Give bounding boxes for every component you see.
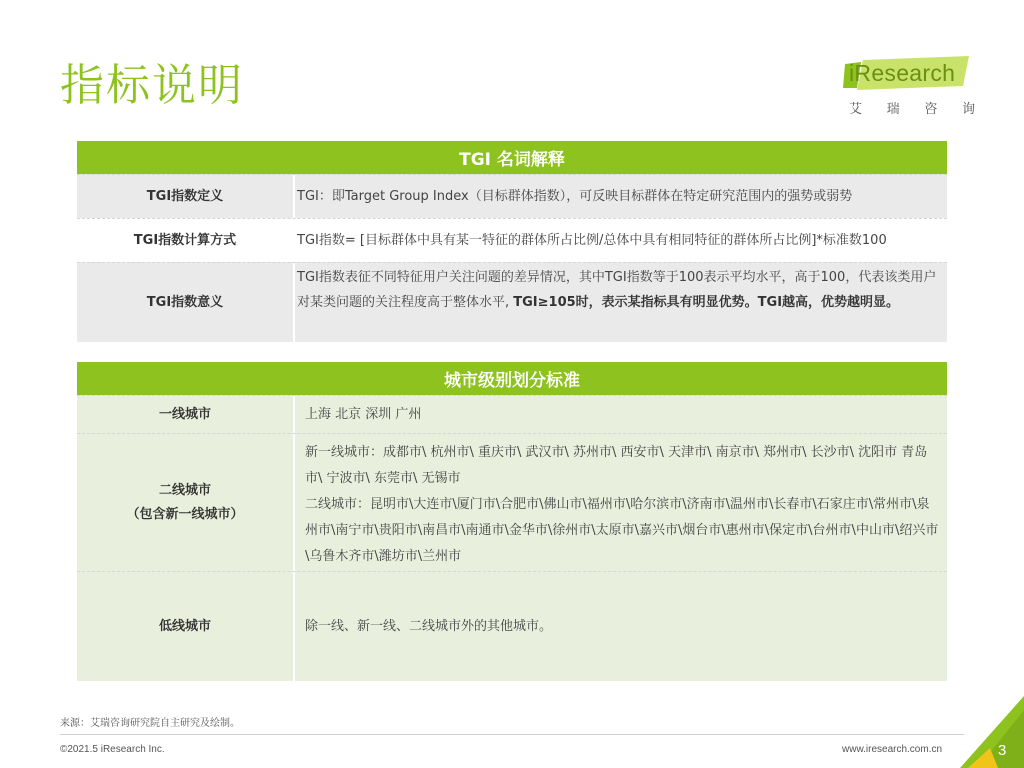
row-label: 一线城市 xyxy=(158,406,211,422)
tier2-cities: 二线城市：昆明市\大连市\厦门市\合肥市\佛山市\福州市\哈尔滨市\济南市\温州市\长春市\石家庄市\常州市\泉州市\南宁市\贵阳市\南昌市\南通市\金华市\徐州市\太原市\嘉兴市\烟台市\惠州市\保定市\台州市\中山市\绍兴市\乌鲁木齐市\潍坊市\兰州市 xyxy=(305,497,939,564)
row-text: TGI指数表征不同特征用户关注问题的差异情况，其中TGI指数等于100表示平均水平，高于100，代表该类用户对某类问题的关注程度高于整体水平, TGI≥105时，表示某指标具有明显优势。TGI越高，优势越明显。 xyxy=(297,270,937,310)
table-row xyxy=(77,218,947,262)
table-row xyxy=(77,174,947,218)
row-text xyxy=(295,434,947,571)
row-text: 上海 北京 深圳 广州 xyxy=(305,406,422,422)
row-text: 除一线、新一线、二线城市外的其他城市。 xyxy=(305,618,553,634)
corner-decoration xyxy=(960,696,1024,768)
iresearch-logo xyxy=(843,56,973,118)
city-tier-table xyxy=(77,362,947,681)
website-link[interactable]: www.iresearch.com.cn xyxy=(842,744,943,755)
table-row xyxy=(77,571,947,681)
row-label: 低线城市 xyxy=(158,618,211,634)
table-row xyxy=(77,395,947,433)
table-row xyxy=(77,433,947,571)
row-label: TGI指数计算方式 xyxy=(133,232,237,248)
tgi-table-header: TGI 名词解释 xyxy=(77,141,947,174)
row-text-emphasis: TGI≥105时，表示某指标具有明显优势。TGI越高，优势越明显。 xyxy=(513,295,900,310)
tgi-definition-table xyxy=(77,141,947,342)
row-label: TGI指数意义 xyxy=(146,294,224,310)
new-tier1-cities: 新一线城市：成都市\ 杭州市\ 重庆市\ 武汉市\ 苏州市\ 西安市\ 天津市\ 南京市\ 郑州市\ 长沙市\ 沈阳市 青岛市\ 宁波市\ 东莞市\ 无锡市 xyxy=(305,445,928,486)
row-label: TGI指数定义 xyxy=(146,188,224,204)
footer-divider xyxy=(60,734,964,735)
logo-brand-text: iResearch xyxy=(849,60,956,86)
source-footnote: 来源：艾瑞咨询研究院自主研究及绘制。 xyxy=(60,718,240,729)
city-table-header: 城市级别划分标准 xyxy=(77,362,947,395)
row-label: 二线城市 （包含新一线城市） xyxy=(126,482,244,522)
row-text: TGI：即Target Group Index（目标群体指数），可反映目标群体在特定研究范围内的强势或弱势 xyxy=(297,188,853,204)
page-number: 3 xyxy=(998,742,1007,759)
logo-subtitle: 艾 瑞 咨 询 xyxy=(849,102,975,117)
row-text: TGI指数= [目标群体中具有某一特征的群体所占比例/总体中具有相同特征的群体所占比例]*标准数100 xyxy=(297,232,887,248)
table-row xyxy=(77,262,947,342)
page-title: 指标说明 xyxy=(60,60,244,111)
copyright-text: ©2021.5 iResearch Inc. xyxy=(60,744,165,755)
